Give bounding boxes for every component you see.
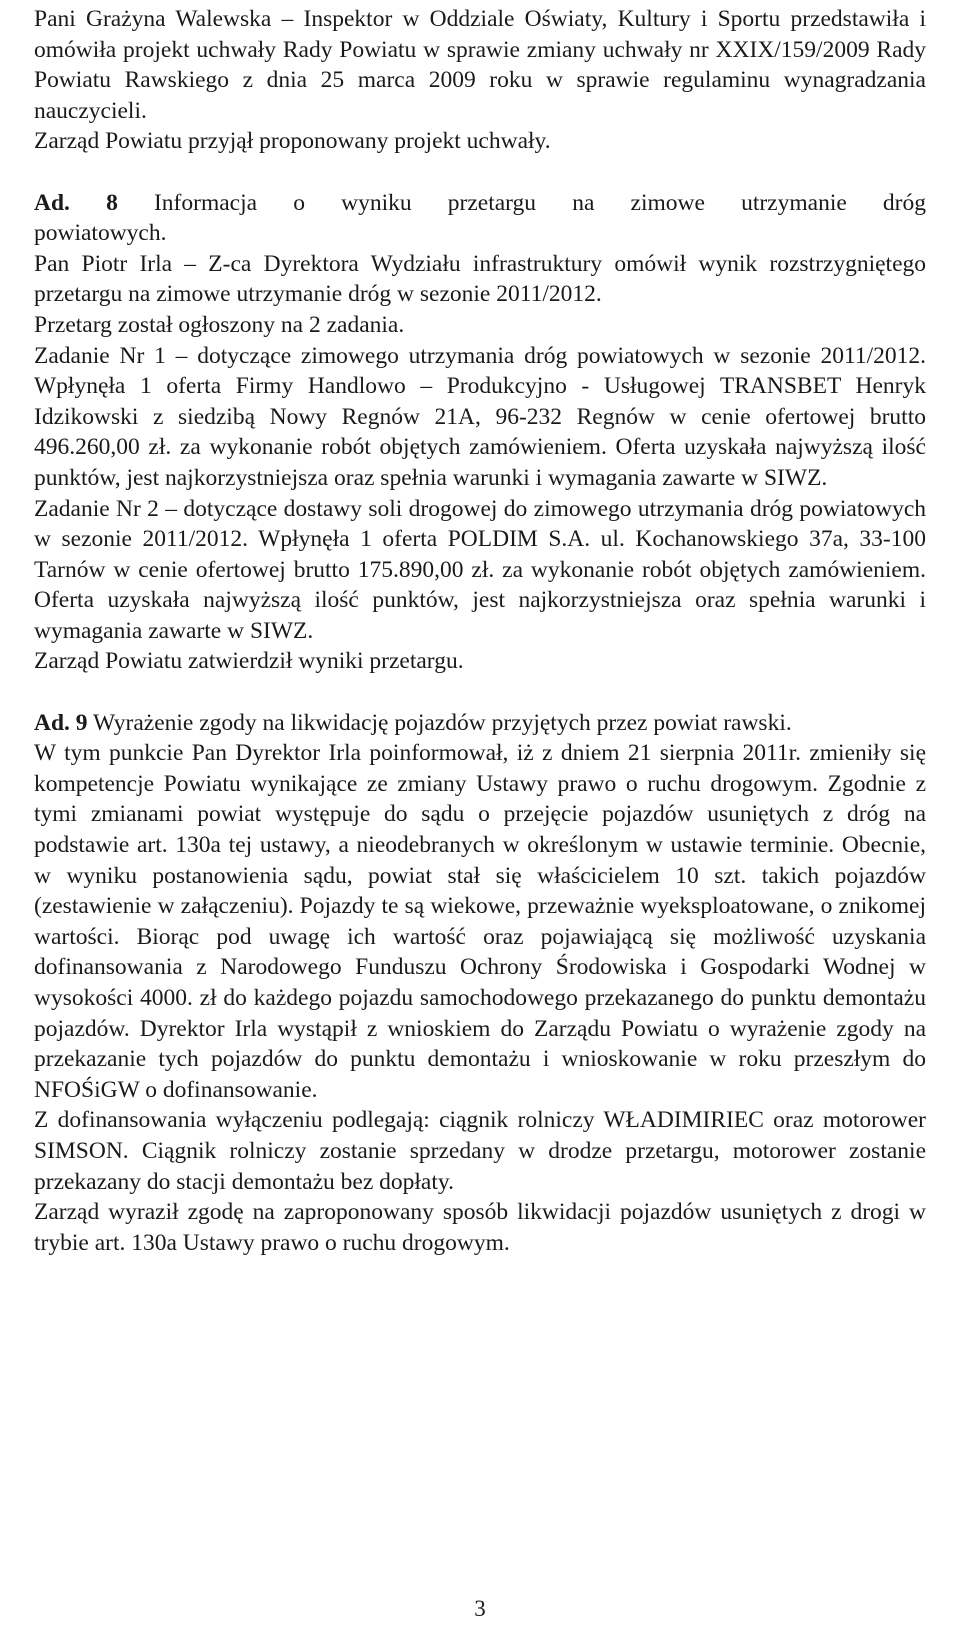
section-spacer (34, 677, 926, 708)
ad8-heading (34, 188, 926, 219)
ad9-label: Ad. (34, 709, 70, 736)
ad8-title-line2: powiatowych. (34, 220, 167, 247)
ad9-paragraph-competences: W tym punkcie Pan Dyrektor Irla poinformował, iż z dniem 21 sierpnia 2011r. zmieniły się kompetencje Powiatu wynikające ze zmiany Ustawy prawo o ruchu drogowym. Zgodnie z tymi zmianami powiat występuje do sądu o przejęcie pojazdów usuniętych z dróg na podstawie art. 130a tej ustawy, a nieodebranych w określonym w ustawie terminie. Obecnie, w wyniku postanowienia sądu, powiat stał się właścicielem 10 szt. takich pojazdów (zestawienie w załączeniu). Pojazdy te są wiekowe, przeważnie wyeksploatowane, o znikomej wartości. Biorąc pod uwagę ich wartość oraz pojawiającą się możliwość uzyskania dofinansowania z Narodowego Funduszu Ochrony Środowiska i Gospodarki Wodnej w wysokości 4000. zł do każdego pojazdu samochodowego przekazanego do punktu demontażu pojazdów. Dyrektor Irla wystąpił z wnioskiem do Zarządu Powiatu o wyrażenie zgody na przekazanie tych pojazdów do punktu demontażu i wnioskowanie w roku przeszłym do NFOŚiGW o dofinansowanie. (34, 740, 926, 1103)
intro-paragraph-resolution-accepted: Zarząd Powiatu przyjął proponowany projekt uchwały. (34, 128, 551, 155)
section-spacer (34, 157, 926, 188)
ad8-paragraph-tasks: Przetarg został ogłoszony na 2 zadania. (34, 311, 405, 338)
ad9-paragraph-consent: Zarząd wyraził zgodę na zaproponowany sposób likwidacji pojazdów usuniętych z drogi w trybie art. 130a Ustawy prawo o ruchu drogowym. (34, 1199, 926, 1256)
ad9-number: 9 (75, 709, 88, 736)
ad8-paragraph-task-2: Zadanie Nr 2 – dotyczące dostawy soli drogowej do zimowego utrzymania dróg powiatowych w sezonie 2011/2012. Wpłynęła 1 oferta POLDIM S.A. ul. Kochanowskiego 37a, 33-100 Tarnów w cenie ofertowej brutto 175.890,00 zł. za wykonanie robót objętych zamówieniem. Oferta uzyskała najwyższą ilość punktów, jest najkorzystniejsza oraz spełnia warunki i wymagania zawarte w SIWZ. (34, 495, 926, 644)
ad8-paragraph-approved: Zarząd Powiatu zatwierdził wyniki przetargu. (34, 648, 464, 675)
page-number: 3 (474, 1596, 486, 1621)
ad8-number: 8 (106, 189, 118, 216)
ad8-paragraph-task-1: Zadanie Nr 1 – dotyczące zimowego utrzymania dróg powiatowych w sezonie 2011/2012. Wpłynęła 1 oferta Firmy Handlowo – Produkcyjno - Usługowej TRANSBET Henryk Idzikowski z siedzibą Nowy Regnów 21A, 96-232 Regnów w cenie ofertowej brutto 496.260,00 zł. za wykonanie robót objętych zamówieniem. Oferta uzyskała najwyższą ilość punktów, jest najkorzystniejsza oraz spełnia warunki i wymagania zawarte w SIWZ. (34, 342, 926, 491)
ad9-title: Wyrażenie zgody na likwidację pojazdów przyjętych przez powiat rawski. (93, 709, 792, 736)
ad8-paragraph-irla: Pan Piotr Irla – Z-ca Dyrektora Wydziału infrastruktury omówił wynik rozstrzygniętego przetargu na zimowe utrzymanie dróg w sezonie 2011/2012. (34, 250, 926, 308)
ad9-paragraph-exclusions: Z dofinansowania wyłączeniu podlegają: ciągnik rolniczy WŁADIMIRIEC oraz motorower SIMSON. Ciągnik rolniczy zostanie sprzedany w drodze przetargu, motorower zostanie przekazany do stacji demontażu bez dopłaty. (34, 1107, 926, 1195)
intro-paragraph-walewska: Pani Grażyna Walewska – Inspektor w Oddziale Oświaty, Kultury i Sportu przedstawiła i omówiła projekt uchwały Rady Powiatu w sprawie zmiany uchwały nr XXIX/159/2009 Rady Powiatu Rawskiego z dnia 25 marca 2009 roku w sprawie regulaminu wynagradzania nauczycieli. (34, 6, 926, 124)
ad8-label: Ad. (34, 189, 70, 216)
ad8-title-line1: Informacja o wyniku przetargu na zimowe utrzymanie dróg (153, 189, 927, 216)
ad9-heading (34, 708, 926, 739)
